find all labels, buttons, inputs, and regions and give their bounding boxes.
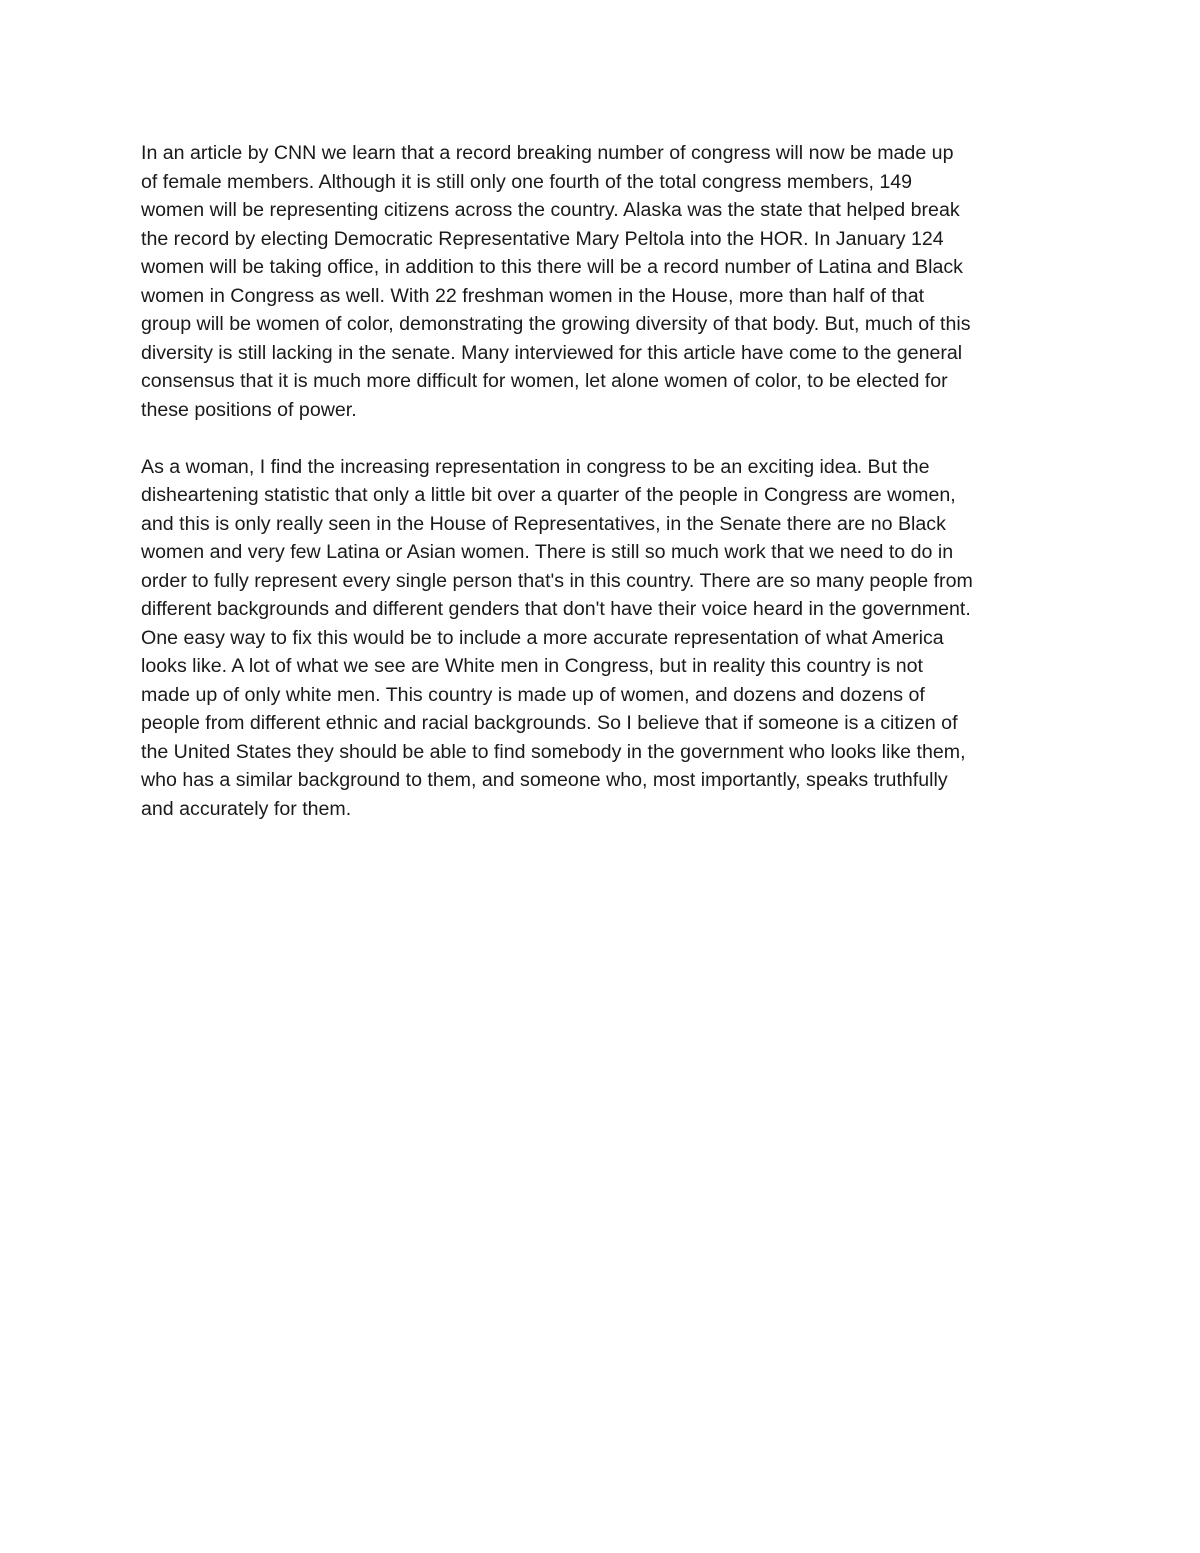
text-line: these positions of power. (141, 398, 357, 421)
text-line: looks like. A lot of what we see are White men in Congress, but in reality this country is not (141, 655, 923, 677)
text-line: women will be taking office, in addition to this there will be a record number of Latina and Black (141, 256, 963, 278)
text-line: the United States they should be able to find somebody in the government who looks like them, (141, 740, 966, 763)
text-line: group will be women of color, demonstrating the growing diversity of that body. But, much of this (141, 313, 971, 335)
text-line: diversity is still lacking in the senate. Many interviewed for this article have come to the general (141, 341, 963, 364)
paragraph-1 (141, 139, 1066, 424)
text-line: In an article by CNN we learn that a record breaking number of congress will now be made up (141, 142, 954, 164)
text-line: who has a similar background to them, and someone who, most importantly, speaks truthfully (141, 769, 948, 791)
text-line: the record by electing Democratic Representative Mary Peltola into the HOR. In January 124 (141, 227, 944, 250)
text-line: and accurately for them. (141, 797, 352, 820)
document-body (141, 139, 1066, 852)
text-line: women will be representing citizens across the country. Alaska was the state that helped break (141, 199, 960, 221)
text-line: women and very few Latina or Asian women. There is still so much work that we need to do in (141, 541, 954, 563)
text-line: disheartening statistic that only a little bit over a quarter of the people in Congress are women, (141, 484, 956, 506)
text-line: and this is only really seen in the House of Representatives, in the Senate there are no Black (141, 512, 946, 535)
text-line: consensus that it is much more difficult for women, let alone women of color, to be elected for (141, 370, 948, 392)
text-line: made up of only white men. This country is made up of women, and dozens and dozens of (141, 683, 925, 706)
text-line: One easy way to fix this would be to include a more accurate representation of what America (141, 626, 944, 649)
paragraph-2 (141, 453, 1066, 824)
text-line: of female members. Although it is still only one fourth of the total congress members, 149 (141, 170, 913, 193)
text-line: different backgrounds and different genders that don't have their voice heard in the government. (141, 598, 971, 620)
text-line: women in Congress as well. With 22 freshman women in the House, more than half of that (141, 284, 925, 307)
text-line: order to fully represent every single person that's in this country. There are so many people from (141, 569, 973, 592)
text-line: As a woman, I find the increasing representation in congress to be an exciting idea. But the (141, 455, 930, 478)
text-line: people from different ethnic and racial backgrounds. So I believe that if someone is a citizen of (141, 712, 958, 734)
